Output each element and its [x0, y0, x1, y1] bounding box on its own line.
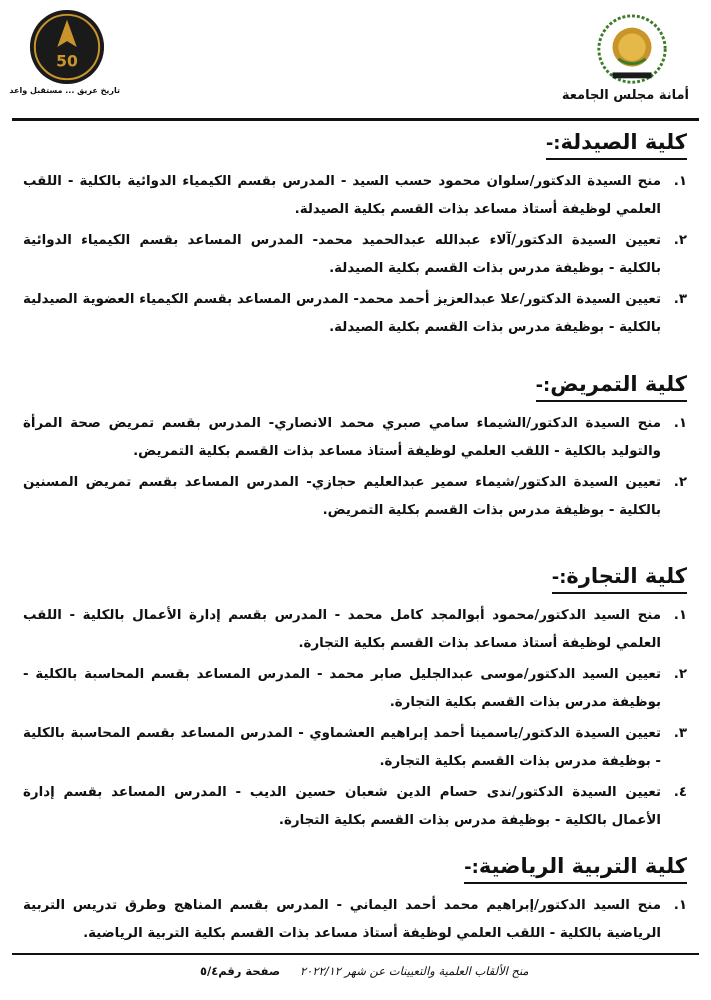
item-text: تعيين السيدة الدكتور/علا عبدالعزيز أحمد محمد- المدرس المساعد بقسم الكيمياء العضوية الصيدلية بالكلية - بوظيفة مدرس بذات القسم بكلية الصيدلة.: [23, 292, 661, 335]
anniversary-logo: [28, 8, 106, 86]
decisions-body: [23, 128, 687, 958]
decision-list: [23, 168, 687, 342]
footer-divider: [12, 953, 699, 955]
decision-item: [23, 227, 687, 283]
university-logo: [593, 12, 671, 90]
page-number: صفحة رقم٥/٤: [200, 964, 281, 978]
page-footer: [0, 960, 711, 984]
decision-item: [23, 286, 687, 342]
decision-item: [23, 602, 687, 658]
section-title: كلية الصيدلة:-: [546, 128, 687, 160]
item-number: ١.: [673, 174, 687, 189]
item-number: ٢.: [673, 475, 687, 490]
item-number: ٤.: [673, 785, 687, 800]
item-number: ١.: [673, 898, 687, 913]
section-pharmacy: [23, 128, 687, 360]
item-text: منح السيد الدكتور/محمود أبوالمجد كامل محمد - المدرس بقسم إدارة الأعمال بالكلية - اللقب العلمي لوظيفة أستاذ مساعد بذات القسم بكلية التجارة.: [23, 608, 661, 651]
item-text: تعيين السيدة الدكتور/ياسمينا أحمد إبراهيم العشماوي - المدرس المساعد بقسم المحاسبة بالكلية - بوظيفة مدرس بذات القسم بكلية التجارة.: [23, 726, 661, 769]
decision-item: [23, 720, 687, 776]
section-commerce: [23, 562, 687, 842]
item-number: ١.: [673, 608, 687, 623]
section-title: كلية التجارة:-: [552, 562, 687, 594]
council-secretariat-label: أمانة مجلس الجامعة: [561, 88, 689, 103]
item-text: منح السيد الدكتور/إبراهيم محمد أحمد اليماني - المدرس بقسم المناهج وطرق تدريس التربية الرياضية بالكلية - اللقب العلمي لوظيفة أستاذ مساعد بذات القسم بكلية التربية الرياضية.: [23, 898, 661, 941]
item-number: ٣.: [673, 292, 687, 307]
decision-item: [23, 469, 687, 525]
decision-list: [23, 602, 687, 835]
item-text: تعيين السيدة الدكتور/آلاء عبدالله عبدالحميد محمد- المدرس المساعد بقسم الكيمياء الدوائية بالكلية - بوظيفة مدرس بذات القسم بكلية الصيدلة.: [23, 233, 661, 276]
decision-item: [23, 168, 687, 224]
item-text: منح السيدة الدكتور/الشيماء سامي صبري محمد الانصاري- المدرس بقسم تمريض صحة المرأة والتوليد بالكلية - اللقب العلمي لوظيفة أستاذ مساعد بذات القسم بكلية التمريض.: [23, 416, 661, 459]
section-physical-education: [23, 852, 687, 948]
decision-item: [23, 410, 687, 466]
item-text: تعيين السيد الدكتور/موسى عبدالجليل صابر محمد - المدرس المساعد بقسم المحاسبة بالكلية - بوظيفة مدرس بذات القسم بكلية التجارة.: [23, 667, 661, 710]
decision-list: [23, 410, 687, 525]
anniversary-slogan: تاريخ عريق ... مستقبل واعد: [9, 86, 120, 95]
item-number: ٢.: [673, 233, 687, 248]
item-text: تعيين السيدة الدكتور/ندى حسام الدين شعبان حسين الديب - المدرس المساعد بقسم إدارة الأعمال بالكلية - بوظيفة مدرس بذات القسم بكلية التجارة.: [23, 785, 661, 828]
item-number: ٢.: [673, 667, 687, 682]
svg-text:50: 50: [56, 52, 78, 71]
footer-subject: منح الألقاب العلمية والتعيينات عن شهر ٢٠٢٢/١٢: [300, 964, 529, 978]
section-nursing: [23, 370, 687, 552]
item-text: منح السيدة الدكتور/سلوان محمود حسب السيد - المدرس بقسم الكيمياء الدوائية بالكلية - اللقب العلمي لوظيفة أستاذ مساعد بذات القسم بكلية الصيدلة.: [23, 174, 661, 217]
document-header: [0, 0, 711, 112]
decision-item: [23, 661, 687, 717]
section-title: كلية التمريض:-: [536, 370, 687, 402]
decision-item: [23, 892, 687, 948]
decision-item: [23, 779, 687, 835]
section-title: كلية التربية الرياضية:-: [464, 852, 687, 884]
item-text: تعيين السيدة الدكتور/شيماء سمير عبدالعليم حجازي- المدرس المساعد بقسم تمريض المسنين بالكلية - بوظيفة مدرس بذات القسم بكلية التمريض.: [23, 475, 661, 518]
decision-list: [23, 892, 687, 948]
item-number: ١.: [673, 416, 687, 431]
item-number: ٣.: [673, 726, 687, 741]
header-divider: [12, 118, 699, 121]
